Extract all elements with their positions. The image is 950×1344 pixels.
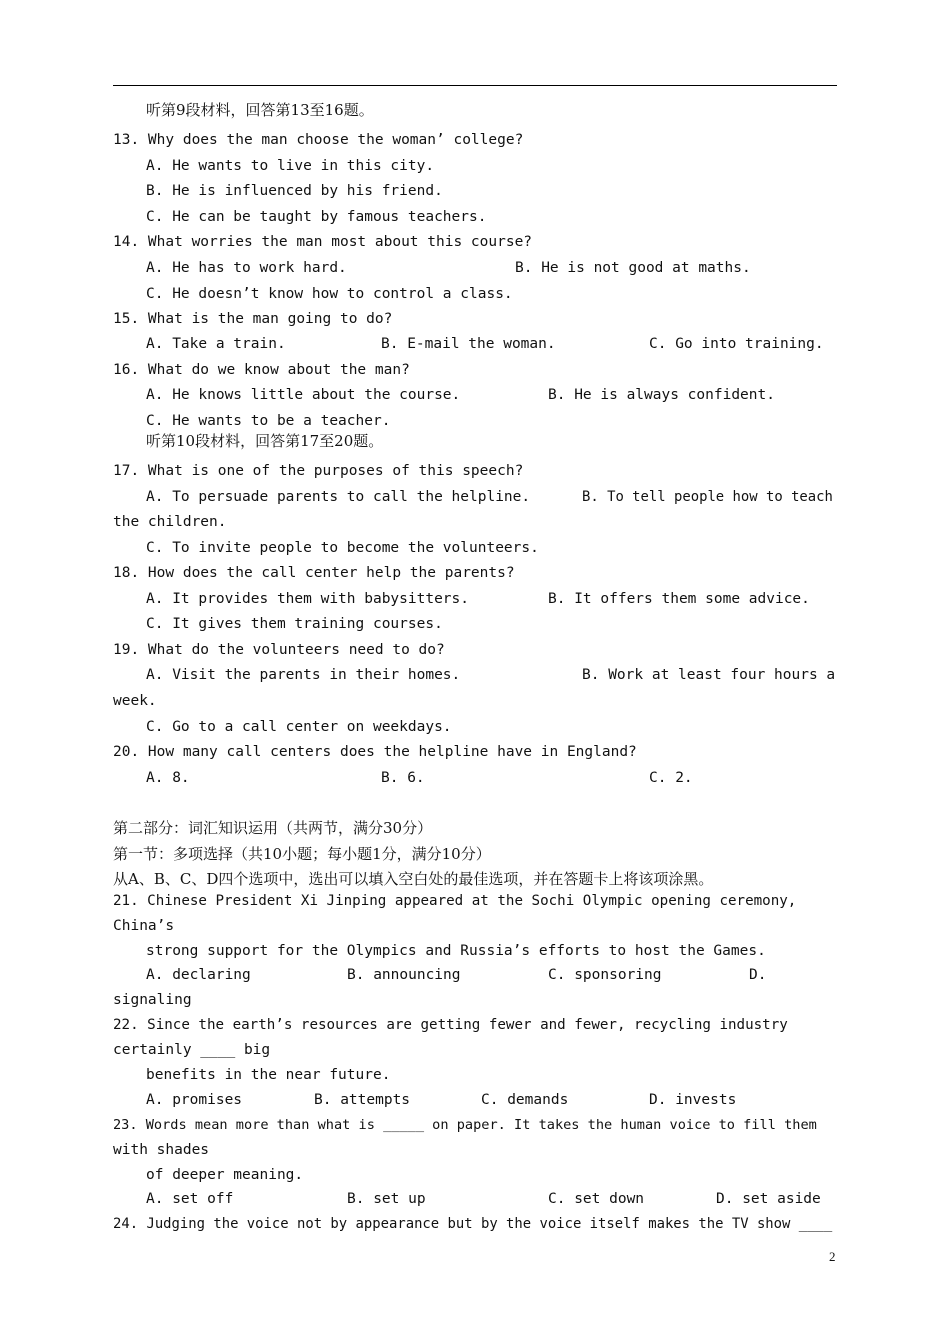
q22-option-d: D. invests bbox=[649, 1092, 737, 1108]
q20-option-c: C. 2. bbox=[649, 770, 693, 786]
q22-line1: 22. Since the earth’s resources are getting fewer and fewer, recycling industry bbox=[113, 1017, 788, 1033]
q20-stem: 20. How many call centers does the helpline have in England? bbox=[113, 744, 637, 760]
q23-line3: of deeper meaning. bbox=[146, 1167, 304, 1183]
q16-option-a: A. He knows little about the course. bbox=[146, 387, 461, 403]
q19-option-b-cont: week. bbox=[113, 693, 157, 709]
q19-stem: 19. What do the volunteers need to do? bbox=[113, 642, 445, 658]
header-rule bbox=[113, 85, 837, 86]
q15-option-b: B. E-mail the woman. bbox=[381, 336, 556, 352]
q16-stem: 16. What do we know about the man? bbox=[113, 362, 410, 378]
q23-line1: 23. Words mean more than what is _____ on paper. It takes the human voice to fill them bbox=[113, 1117, 817, 1133]
part2-instruction: 从A、B、C、D四个选项中，选出可以填入空白处的最佳选项，并在答题卡上将该项涂黑。 bbox=[113, 870, 714, 888]
q13-option-c: C. He can be taught by famous teachers. bbox=[146, 209, 487, 225]
part2-title: 第二部分：词汇知识运用（共两节，满分30分） bbox=[113, 819, 433, 837]
part2-section1-title: 第一节：多项选择（共10小题；每小题1分，满分10分） bbox=[113, 845, 491, 863]
q21-option-b: B. announcing bbox=[347, 967, 461, 983]
q18-option-b: B. It offers them some advice. bbox=[548, 591, 810, 607]
q21-option-d-word: signaling bbox=[113, 992, 192, 1008]
q21-option-d: D. bbox=[749, 967, 767, 983]
q15-option-c: C. Go into training. bbox=[649, 336, 824, 352]
q22-line2: certainly ____ big bbox=[113, 1042, 271, 1058]
q20-option-b: B. 6. bbox=[381, 770, 425, 786]
q13-option-a: A. He wants to live in this city. bbox=[146, 158, 435, 174]
q24-line1: 24. Judging the voice not by appearance but by the voice itself makes the TV show ____ bbox=[113, 1216, 833, 1232]
q21-line1: 21. Chinese President Xi Jinping appeared at the Sochi Olympic opening ceremony, bbox=[113, 893, 797, 909]
q16-option-c: C. He wants to be a teacher. bbox=[146, 413, 391, 429]
q22-line3: benefits in the near future. bbox=[146, 1067, 391, 1083]
q18-option-c: C. It gives them training courses. bbox=[146, 616, 443, 632]
q21-line2: China’s bbox=[113, 918, 175, 934]
q23-option-c: C. set down bbox=[548, 1191, 645, 1207]
q18-stem: 18. How does the call center help the parents? bbox=[113, 565, 515, 581]
q14-option-c: C. He doesn’t know how to control a class. bbox=[146, 286, 513, 302]
q17-option-b: B. To tell people how to teach bbox=[582, 489, 833, 505]
q20-option-a: A. 8. bbox=[146, 770, 190, 786]
q13-stem: 13. Why does the man choose the woman’ college? bbox=[113, 132, 524, 148]
q21-line3: strong support for the Olympics and Russia’s efforts to host the Games. bbox=[146, 943, 766, 959]
q17-option-c: C. To invite people to become the volunteers. bbox=[146, 540, 539, 556]
q22-option-c: C. demands bbox=[481, 1092, 569, 1108]
q21-option-a: A. declaring bbox=[146, 967, 251, 983]
section9-intro: 听第9段材料，回答第13至16题。 bbox=[146, 101, 374, 119]
q23-option-a: A. set off bbox=[146, 1191, 234, 1207]
q19-option-c: C. Go to a call center on weekdays. bbox=[146, 719, 452, 735]
q19-option-a: A. Visit the parents in their homes. bbox=[146, 667, 461, 683]
q14-option-a: A. He has to work hard. bbox=[146, 260, 347, 276]
q21-option-c: C. sponsoring bbox=[548, 967, 662, 983]
q23-option-d: D. set aside bbox=[716, 1191, 821, 1207]
section10-intro: 听第10段材料，回答第17至20题。 bbox=[146, 432, 384, 450]
q23-option-b: B. set up bbox=[347, 1191, 426, 1207]
q22-option-a: A. promises bbox=[146, 1092, 243, 1108]
q17-option-b-cont: the children. bbox=[113, 514, 227, 530]
q14-option-b: B. He is not good at maths. bbox=[515, 260, 751, 276]
q18-option-a: A. It provides them with babysitters. bbox=[146, 591, 470, 607]
q13-option-b: B. He is influenced by his friend. bbox=[146, 183, 443, 199]
q16-option-b: B. He is always confident. bbox=[548, 387, 775, 403]
q22-option-b: B. attempts bbox=[314, 1092, 411, 1108]
q19-option-b: B. Work at least four hours a bbox=[582, 667, 836, 683]
page-number: 2 bbox=[829, 1249, 836, 1264]
q23-line2: with shades bbox=[113, 1142, 210, 1158]
q15-option-a: A. Take a train. bbox=[146, 336, 286, 352]
q14-stem: 14. What worries the man most about this course? bbox=[113, 234, 533, 250]
q15-stem: 15. What is the man going to do? bbox=[113, 311, 393, 327]
q17-stem: 17. What is one of the purposes of this speech? bbox=[113, 463, 524, 479]
q17-option-a: A. To persuade parents to call the helpline. bbox=[146, 489, 531, 505]
